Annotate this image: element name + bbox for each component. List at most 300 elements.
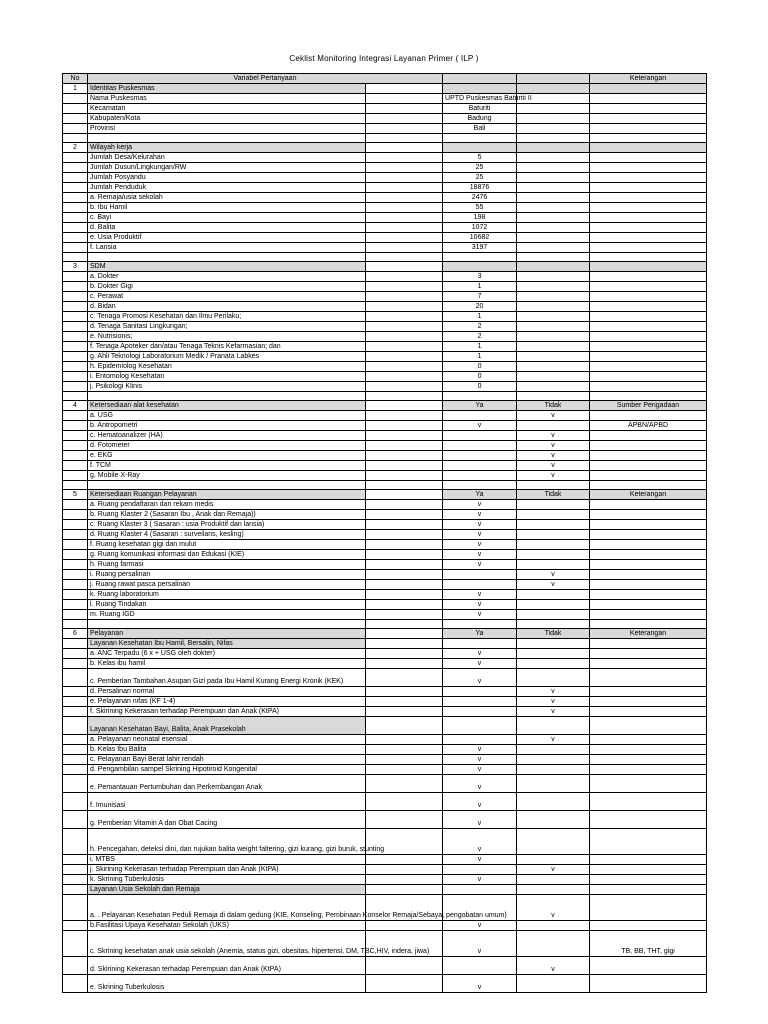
row-blank xyxy=(366,352,443,362)
tidak-value xyxy=(517,114,590,124)
ya-value: v xyxy=(443,659,517,669)
keterangan-value xyxy=(590,104,707,114)
row-number xyxy=(63,431,88,441)
section-number: 4 xyxy=(63,401,88,411)
item-row xyxy=(63,745,707,755)
spacer-cell xyxy=(88,481,366,490)
keterangan-value xyxy=(590,975,707,993)
row-blank xyxy=(366,745,443,755)
item-label: Provinsi xyxy=(88,124,366,134)
ya-value: 1 xyxy=(443,312,517,322)
tidak-value: v xyxy=(517,957,590,975)
item-label: j. Ruang rawat pasca persalinan xyxy=(88,580,366,590)
item-label: b. Kelas ibu hamil xyxy=(88,659,366,669)
row-blank xyxy=(366,153,443,163)
keterangan-value xyxy=(590,610,707,620)
item-label: a. Pelayanan neonatal esensial xyxy=(88,735,366,745)
row-number xyxy=(63,687,88,697)
keterangan-value xyxy=(590,659,707,669)
ya-value xyxy=(443,411,517,421)
item-row xyxy=(63,203,707,213)
keterangan-value xyxy=(590,590,707,600)
row-blank xyxy=(366,540,443,550)
row-blank xyxy=(366,755,443,765)
ya-value: 10682 xyxy=(443,233,517,243)
tidak-value: v xyxy=(517,411,590,421)
keterangan-value xyxy=(590,580,707,590)
item-row xyxy=(63,530,707,540)
ya-value: UPTD Puskesmas Baturiti II xyxy=(443,94,517,104)
section-tidak-header: Tidak xyxy=(517,401,590,411)
spacer-cell xyxy=(88,392,366,401)
row-number xyxy=(63,282,88,292)
item-row xyxy=(63,829,707,855)
ya-value: 3197 xyxy=(443,243,517,253)
row-number xyxy=(63,124,88,134)
row-blank xyxy=(366,765,443,775)
row-number xyxy=(63,580,88,590)
item-row xyxy=(63,921,707,931)
item-label: d. Skirining Kekerasan terhadap Perempuan dan Anak (KtPA) xyxy=(88,957,366,975)
tidak-value: v xyxy=(517,461,590,471)
row-number xyxy=(63,510,88,520)
item-label: h. Pencegahan, deteksi dini, dan rujukan balita weight faltering, gizi kurang, gizi buruk, stunting xyxy=(88,829,366,855)
keterangan-value xyxy=(590,213,707,223)
row-number xyxy=(63,550,88,560)
row-number xyxy=(63,717,88,735)
section-row xyxy=(63,143,707,153)
tidak-value xyxy=(517,312,590,322)
item-label: i. Entomolog Kesehatan xyxy=(88,372,366,382)
ya-value: v xyxy=(443,975,517,993)
keterangan-value xyxy=(590,755,707,765)
item-row xyxy=(63,600,707,610)
tidak-value xyxy=(517,560,590,570)
row-number xyxy=(63,322,88,332)
section-blank xyxy=(366,401,443,411)
item-label: j. Psikologi Klinis xyxy=(88,382,366,392)
item-label: e. Pemantauan Pertumbuhan dan Perkembangan Anak xyxy=(88,775,366,793)
row-blank xyxy=(366,865,443,875)
row-number xyxy=(63,639,88,649)
item-label: a. USG xyxy=(88,411,366,421)
keterangan-value xyxy=(590,687,707,697)
row-blank xyxy=(366,173,443,183)
item-label: d. Bidan xyxy=(88,302,366,312)
item-row xyxy=(63,213,707,223)
row-number xyxy=(63,292,88,302)
tidak-value xyxy=(517,855,590,865)
spacer-cell xyxy=(443,481,517,490)
section-blank xyxy=(366,84,443,94)
header-keterangan: Keterangan xyxy=(590,74,707,84)
keterangan-value xyxy=(590,855,707,865)
item-label: d. Persalinan normal xyxy=(88,687,366,697)
item-row xyxy=(63,931,707,957)
row-blank xyxy=(366,875,443,885)
keterangan-value xyxy=(590,203,707,213)
row-blank xyxy=(366,441,443,451)
row-blank xyxy=(366,500,443,510)
row-blank xyxy=(366,590,443,600)
row-number xyxy=(63,669,88,687)
keterangan-value xyxy=(590,193,707,203)
spacer-cell xyxy=(443,392,517,401)
row-blank xyxy=(366,775,443,793)
keterangan-value xyxy=(590,765,707,775)
item-row xyxy=(63,183,707,193)
ya-value: 1072 xyxy=(443,223,517,233)
tidak-value: v xyxy=(517,570,590,580)
spacer-cell xyxy=(443,134,517,143)
spacer-cell xyxy=(88,620,366,629)
row-blank xyxy=(366,550,443,560)
item-label: c. Perawat xyxy=(88,292,366,302)
row-number xyxy=(63,382,88,392)
row-number xyxy=(63,500,88,510)
row-blank xyxy=(366,372,443,382)
item-row xyxy=(63,610,707,620)
row-number xyxy=(63,755,88,765)
sheet-title: Ceklist Monitoring Integrasi Layanan Primer ( ILP ) xyxy=(289,54,479,63)
section-keterangan-header xyxy=(590,143,707,153)
row-number xyxy=(63,540,88,550)
ya-value xyxy=(443,441,517,451)
tidak-value xyxy=(517,717,590,735)
item-row xyxy=(63,431,707,441)
row-number xyxy=(63,213,88,223)
item-label: j. Skirining Kekerasan terhadap Perempuan dan Anak (KtPA) xyxy=(88,865,366,875)
row-number xyxy=(63,610,88,620)
spacer-cell xyxy=(517,253,590,262)
ya-value: 20 xyxy=(443,302,517,312)
row-number xyxy=(63,223,88,233)
item-row xyxy=(63,570,707,580)
tidak-value xyxy=(517,203,590,213)
row-blank xyxy=(366,312,443,322)
item-row xyxy=(63,811,707,829)
keterangan-value xyxy=(590,272,707,282)
section-number: 6 xyxy=(63,629,88,639)
item-label: b. Ibu Hamil xyxy=(88,203,366,213)
row-number xyxy=(63,659,88,669)
row-blank xyxy=(366,342,443,352)
section-number: 3 xyxy=(63,262,88,272)
row-number xyxy=(63,530,88,540)
item-label: d. Tenaga Sanitasi Lingkungan; xyxy=(88,322,366,332)
ya-value xyxy=(443,639,517,649)
section-title: Ketersediaan alat kesehatan xyxy=(88,401,366,411)
item-label: d. Fotometer xyxy=(88,441,366,451)
header-no: No xyxy=(63,74,88,84)
row-blank xyxy=(366,600,443,610)
section-ya-header: Ya xyxy=(443,629,517,639)
ya-value: 0 xyxy=(443,372,517,382)
tidak-value xyxy=(517,775,590,793)
item-row xyxy=(63,735,707,745)
item-row xyxy=(63,243,707,253)
tidak-value xyxy=(517,104,590,114)
row-blank xyxy=(366,362,443,372)
section-tidak-header: Tidak xyxy=(517,490,590,500)
ya-value: v xyxy=(443,590,517,600)
row-number xyxy=(63,461,88,471)
ya-value: v xyxy=(443,610,517,620)
row-number xyxy=(63,332,88,342)
tidak-value xyxy=(517,233,590,243)
keterangan-value: APBN/APBD xyxy=(590,421,707,431)
keterangan-value xyxy=(590,352,707,362)
row-number xyxy=(63,590,88,600)
section-tidak-header: Tidak xyxy=(517,629,590,639)
section-tidak-header xyxy=(517,262,590,272)
keterangan-value xyxy=(590,362,707,372)
row-blank xyxy=(366,223,443,233)
row-blank xyxy=(366,431,443,441)
row-number xyxy=(63,114,88,124)
tidak-value: v xyxy=(517,865,590,875)
spacer-cell xyxy=(590,253,707,262)
keterangan-value xyxy=(590,639,707,649)
tidak-value xyxy=(517,931,590,957)
ya-value: v xyxy=(443,875,517,885)
section-blank xyxy=(366,143,443,153)
section-row xyxy=(63,490,707,500)
keterangan-value xyxy=(590,441,707,451)
row-blank xyxy=(366,213,443,223)
row-number xyxy=(63,362,88,372)
item-label: Jumlah Dusun/Lingkungan/RW xyxy=(88,163,366,173)
spacer-cell xyxy=(517,134,590,143)
tidak-value xyxy=(517,975,590,993)
row-blank xyxy=(366,921,443,931)
keterangan-value xyxy=(590,173,707,183)
row-blank xyxy=(366,183,443,193)
item-row xyxy=(63,312,707,322)
row-blank xyxy=(366,302,443,312)
row-blank xyxy=(366,811,443,829)
item-row xyxy=(63,382,707,392)
spacer-cell xyxy=(590,392,707,401)
ya-value: v xyxy=(443,560,517,570)
item-label: m. Ruang IGD xyxy=(88,610,366,620)
tidak-value xyxy=(517,829,590,855)
row-blank xyxy=(366,411,443,421)
tidak-value xyxy=(517,745,590,755)
row-blank xyxy=(366,697,443,707)
row-blank xyxy=(366,610,443,620)
item-label: c. Pemberian Tambahan Asupan Gizi pada Ibu Hamil Kurang Energi Kronik (KEK) xyxy=(88,669,366,687)
item-label: d. Pengambilan sampel Skrining Hipotiroid Kongenital xyxy=(88,765,366,775)
tidak-value xyxy=(517,649,590,659)
item-row xyxy=(63,855,707,865)
header-blank-1 xyxy=(443,74,517,84)
row-number xyxy=(63,163,88,173)
section-tidak-header xyxy=(517,84,590,94)
tidak-value: v xyxy=(517,697,590,707)
item-label: c. Bayi xyxy=(88,213,366,223)
keterangan-value xyxy=(590,233,707,243)
row-number xyxy=(63,875,88,885)
item-label: a. Dokter xyxy=(88,272,366,282)
section-row xyxy=(63,262,707,272)
row-blank xyxy=(366,233,443,243)
item-label: h. Epidemiolog Kesehatan xyxy=(88,362,366,372)
item-label: Jumlah Posyandu xyxy=(88,173,366,183)
tidak-value xyxy=(517,540,590,550)
row-number xyxy=(63,957,88,975)
checklist-table xyxy=(62,73,707,993)
item-label: b. Antropometri xyxy=(88,421,366,431)
row-number xyxy=(63,342,88,352)
subsection-label: Layanan Kesehatan Ibu Hamil, Bersalin, Nifas xyxy=(88,639,366,649)
row-number xyxy=(63,94,88,104)
ya-value: v xyxy=(443,921,517,931)
keterangan-value xyxy=(590,957,707,975)
spacer-cell xyxy=(590,481,707,490)
row-number xyxy=(63,885,88,895)
section-ya-header: Ya xyxy=(443,401,517,411)
keterangan-value xyxy=(590,530,707,540)
item-row xyxy=(63,163,707,173)
spacer-cell xyxy=(590,620,707,629)
row-blank xyxy=(366,510,443,520)
ya-value: 2476 xyxy=(443,193,517,203)
item-label: e. Skrining Tuberkulosis xyxy=(88,975,366,993)
keterangan-value xyxy=(590,793,707,811)
row-number xyxy=(63,520,88,530)
item-row xyxy=(63,292,707,302)
ya-value: v xyxy=(443,649,517,659)
header-variabel: Variabel Pertanyaan xyxy=(88,74,443,84)
row-blank xyxy=(366,975,443,993)
spacer-cell xyxy=(63,392,88,401)
item-row xyxy=(63,590,707,600)
item-label: b. Kelas Ibu Balita xyxy=(88,745,366,755)
keterangan-value xyxy=(590,223,707,233)
item-row xyxy=(63,471,707,481)
item-label: k. Skrining Tuberkulosis xyxy=(88,875,366,885)
keterangan-value xyxy=(590,895,707,921)
item-label: c. Hematoanalizer (HA) xyxy=(88,431,366,441)
row-number xyxy=(63,560,88,570)
keterangan-value xyxy=(590,745,707,755)
keterangan-value xyxy=(590,649,707,659)
ya-value: v xyxy=(443,421,517,431)
keterangan-value xyxy=(590,669,707,687)
tidak-value xyxy=(517,243,590,253)
spacer-cell xyxy=(63,481,88,490)
section-title: Ketersediaan Ruangan Pelayanan xyxy=(88,490,366,500)
row-number xyxy=(63,600,88,610)
section-ya-header xyxy=(443,262,517,272)
row-blank xyxy=(366,124,443,134)
ya-value: v xyxy=(443,765,517,775)
subsection-row xyxy=(63,717,707,735)
spacer-cell xyxy=(590,134,707,143)
row-blank xyxy=(366,957,443,975)
tidak-value xyxy=(517,875,590,885)
row-number xyxy=(63,811,88,829)
section-blank xyxy=(366,490,443,500)
section-title: Wilayah kerja xyxy=(88,143,366,153)
ya-value: v xyxy=(443,775,517,793)
item-row xyxy=(63,223,707,233)
item-label: i. MTBS xyxy=(88,855,366,865)
tidak-value: v xyxy=(517,687,590,697)
item-label: Kabupaten/Kota xyxy=(88,114,366,124)
spacer-cell xyxy=(63,620,88,629)
item-label: c. Pelayanan Bayi Berat lahir rendah xyxy=(88,755,366,765)
tidak-value xyxy=(517,332,590,342)
spacer-cell xyxy=(443,253,517,262)
item-label: e. Nutrisionis; xyxy=(88,332,366,342)
ya-value: 1 xyxy=(443,342,517,352)
spacer-cell xyxy=(63,134,88,143)
ya-value: v xyxy=(443,829,517,855)
item-label: b. Ruang Klaster 2 (Sasaran Ibu , Anak dan Remaja)) xyxy=(88,510,366,520)
subsection-label: Layanan Usia Sekolah dan Remaja xyxy=(88,885,366,895)
section-ya-header xyxy=(443,143,517,153)
item-label: c. Skrining kesehatan anak usia sekolah (Anemia, status gizi, obesitas, hipertensi, DM, TBC,HIV, indera, jiwa) xyxy=(88,931,366,957)
tidak-value xyxy=(517,342,590,352)
tidak-value xyxy=(517,193,590,203)
keterangan-value xyxy=(590,312,707,322)
ya-value: 0 xyxy=(443,382,517,392)
section-tidak-header xyxy=(517,143,590,153)
keterangan-value xyxy=(590,163,707,173)
tidak-value xyxy=(517,292,590,302)
item-row xyxy=(63,540,707,550)
row-number xyxy=(63,931,88,957)
tidak-value xyxy=(517,362,590,372)
row-number xyxy=(63,441,88,451)
keterangan-value xyxy=(590,114,707,124)
subsection-row xyxy=(63,639,707,649)
ya-value: v xyxy=(443,530,517,540)
tidak-value: v xyxy=(517,580,590,590)
tidak-value xyxy=(517,639,590,649)
item-row xyxy=(63,114,707,124)
spacer-cell xyxy=(88,253,366,262)
ya-value xyxy=(443,580,517,590)
tidak-value xyxy=(517,921,590,931)
keterangan-value xyxy=(590,885,707,895)
section-blank xyxy=(366,262,443,272)
row-blank xyxy=(366,272,443,282)
row-number xyxy=(63,153,88,163)
keterangan-value xyxy=(590,865,707,875)
section-keterangan-header xyxy=(590,262,707,272)
tidak-value xyxy=(517,223,590,233)
keterangan-value xyxy=(590,382,707,392)
keterangan-value xyxy=(590,570,707,580)
item-label: g. Ahli Teknologi Laboratorium Medik / Pranata Labkes xyxy=(88,352,366,362)
ya-value: Badung xyxy=(443,114,517,124)
keterangan-value xyxy=(590,124,707,134)
row-blank xyxy=(366,793,443,811)
keterangan-value: TB, BB, THT, gigi xyxy=(590,931,707,957)
keterangan-value xyxy=(590,332,707,342)
keterangan-value xyxy=(590,707,707,717)
section-title: Pelayanan xyxy=(88,629,366,639)
row-blank xyxy=(366,717,443,735)
row-number xyxy=(63,183,88,193)
section-keterangan-header xyxy=(590,84,707,94)
item-label: Kecamatan xyxy=(88,104,366,114)
row-number xyxy=(63,765,88,775)
keterangan-value xyxy=(590,471,707,481)
